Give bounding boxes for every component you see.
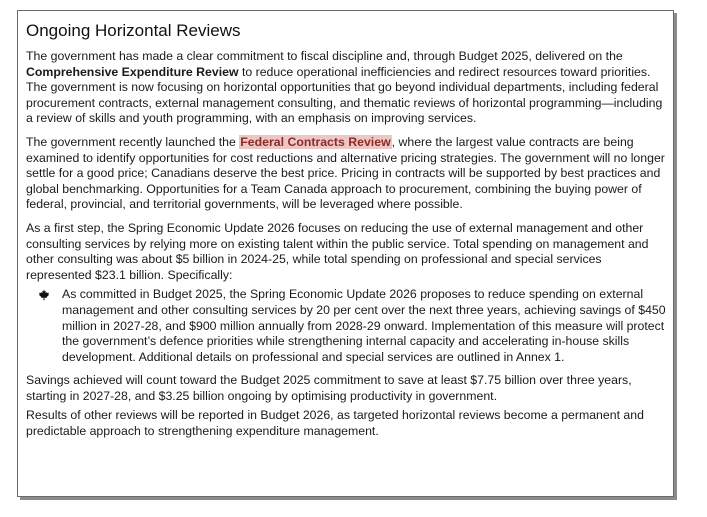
p2-text-before: The government recently launched the <box>26 134 240 149</box>
p2-text-after: , where the largest value contracts are being examined to identify opportunities for cost reductions and alternative pricing strategies. The government will no longer settle for a good price; Canadians deserve the best price. Pricing in contracts will be supported by best practices and global benchmarking. Opportunities for a Team Canada approach to procurement, combining the buying power of federal, provincial, and territorial governments, will be leveraged where possible. <box>26 134 665 212</box>
bullet-item <box>26 287 666 365</box>
paragraph-results: Results of other reviews will be reported in Budget 2026, as targeted horizontal reviews become a permanent and predictable approach to strengthening expenditure management. <box>26 408 644 439</box>
comprehensive-expenditure-review-link[interactable]: Comprehensive Expenditure Review <box>26 64 239 79</box>
federal-contracts-review-highlight[interactable]: Federal Contracts Review <box>240 134 391 149</box>
paragraph-first-step: As a first step, the Spring Economic Update 2026 focuses on reducing the use of external management and other consulting services by relying more on existing talent within the public service. Total spending on management and other consulting was about $5 billion in 2024-25, while total spending on professional and special services represented $23.1 billion. Specifically: <box>26 220 649 282</box>
horizontal-reviews-box <box>17 10 674 497</box>
p1-text-before: The government has made a clear commitment to fiscal discipline and, through Budget 2025, delivered on the <box>26 49 623 63</box>
paragraph-savings: Savings achieved will count toward the Budget 2025 commitment to save at least $7.75 billion over three years, starting in 2027-28, and $3.25 billion ongoing by optimising productivity in government. <box>26 373 632 403</box>
p1-text-after: to reduce operational inefficiencies and redirect resources toward priorities. The government is now focusing on horizontal opportunities that go beyond individual departments, including federal procurement contracts, external management consulting, and thematic reviews of horizontal programming—including a review of skills and youth programming, with an emphasis on improving services. <box>26 64 663 126</box>
paragraph-contracts-review <box>26 135 666 213</box>
maple-leaf-icon <box>38 289 50 301</box>
paragraph-commitment <box>26 49 666 127</box>
section-title: Ongoing Horizontal Reviews <box>26 21 241 40</box>
bullet-text: As committed in Budget 2025, the Spring Economic Update 2026 proposes to reduce spending on external management and other consulting services by 20 per cent over the next three years, achieving savings of $450 million in 2027-28, and $900 million annually from 2028-29 onward. Implementation of this measure will protect the government’s defence priorities while strengthening internal capacity and accelerating in-house skills development. Additional details on professional and special services are outlined in Annex 1. <box>62 287 666 364</box>
